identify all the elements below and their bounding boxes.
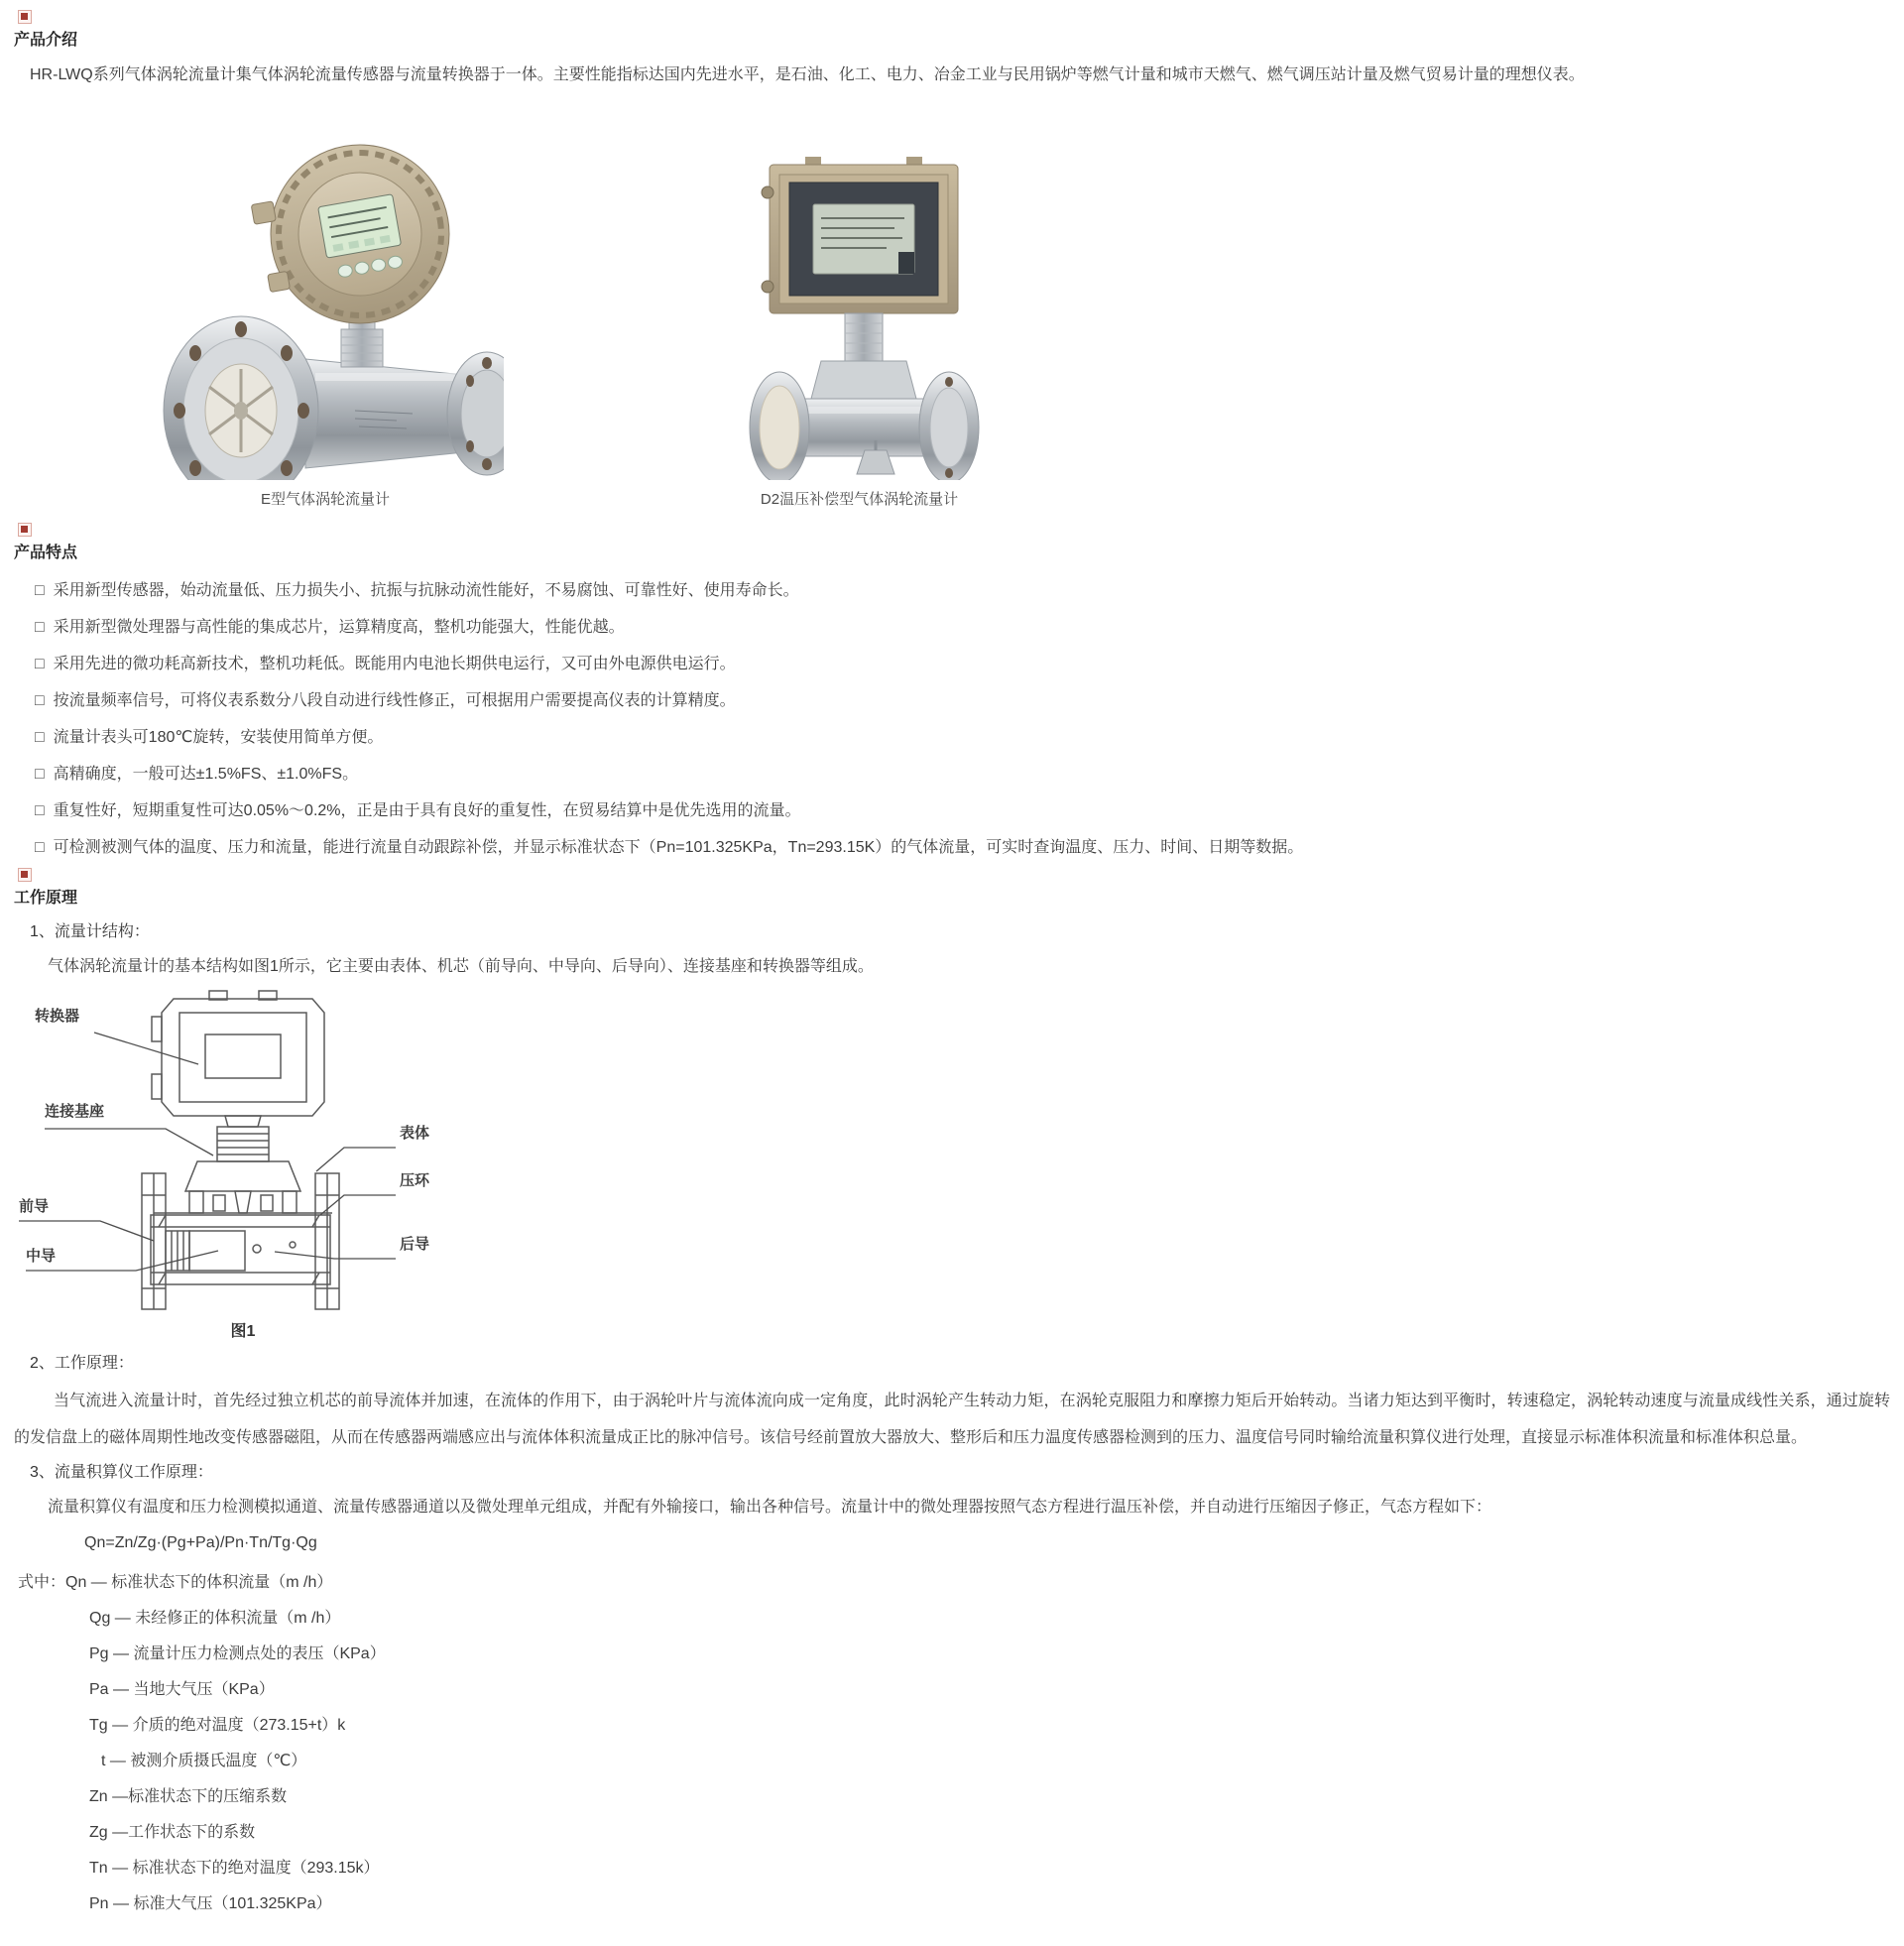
figure-label-converter: 转换器 <box>35 1008 80 1025</box>
square-bullet-icon: □ <box>35 839 45 856</box>
definition-line: Pa — 当地大气压（KPa） <box>89 1681 275 1698</box>
feature-item: □ 采用新型微处理器与高性能的集成芯片，运算精度高，整机功能强大，性能优越。 <box>35 619 625 636</box>
photo-caption: E型气体涡轮流量计 <box>260 491 390 508</box>
definition-line: Zg —工作状态下的系数 <box>89 1824 256 1841</box>
section-marker-icon <box>18 10 32 24</box>
intro-paragraph: HR-LWQ系列气体涡轮流量计集气体涡轮流量传感器与流量转换器于一体。主要性能指标达国内先进水平，是石油、化工、电力、冶金工业与民用锅炉等燃气计量和城市天燃气、燃气调压站计量及燃气贸易计量的理想仪表。 <box>30 66 1585 83</box>
section-marker-icon <box>18 523 32 537</box>
definition-line: Pg — 流量计压力检测点处的表压（KPa） <box>89 1645 386 1662</box>
e-type-flowmeter-image <box>147 113 504 480</box>
structure-body: 气体涡轮流量计的基本结构如图1所示，它主要由表体、机芯（前导向、中导向、后导向）、连接基座和转换器等组成。 <box>48 958 874 975</box>
figure-caption: 图1 <box>230 1323 256 1340</box>
gas-state-formula: Qn=Zn/Zg·(Pg+Pa)/Pn·Tn/Tg·Qg <box>84 1534 317 1551</box>
figure-label-base: 连接基座 <box>45 1103 105 1120</box>
square-bullet-icon: □ <box>35 802 45 819</box>
figure-label-front-guide: 前导 <box>19 1198 50 1215</box>
definition-line: Pn — 标准大气压（101.325KPa） <box>89 1895 332 1912</box>
square-bullet-icon: □ <box>35 619 45 636</box>
feature-list <box>0 572 1904 866</box>
section-title-principle: 工作原理 <box>14 890 78 907</box>
section-title-features: 产品特点 <box>14 545 78 561</box>
product-photos-row <box>0 113 1904 509</box>
definition-line: 式中：Qn — 标准状态下的体积流量（m /h） <box>18 1574 333 1591</box>
feature-item: □ 采用新型传感器，始动流量低、压力损失小、抗振与抗脉动流性能好，不易腐蚀、可靠性好、使用寿命长。 <box>35 582 799 599</box>
square-bullet-icon: □ <box>35 766 45 783</box>
working-body: 当气流进入流量计时，首先经过独立机芯的前导流体并加速，在流体的作用下，由于涡轮叶片与流体流向成一定角度，此时涡轮产生转动力矩，在涡轮克服阻力和摩擦力矩后开始转动。当诸力矩达到平衡时，转速稳定，涡轮转动速度与流量成线性关系，通过旋转的发信盘上的磁体周期性地改变传感器磁阻，从而在传感器两端感应出与流体体积流量成正比的脉冲信号。该信号经前置放大器放大、整形后和压力温度传感器检测到的压力、温度信号同时输给流量积算仪进行处理，直接显示标准体积流量和标准体积总量。 <box>14 1393 1890 1446</box>
square-bullet-icon: □ <box>35 692 45 709</box>
working-heading: 2、工作原理： <box>30 1355 134 1372</box>
flowmeter-structure-diagram <box>15 987 471 1314</box>
feature-item: □ 重复性好，短期重复性可达0.05%～0.2%，正是由于具有良好的重复性，在贸易结算中是优先选用的流量。 <box>35 802 801 819</box>
product-photo-e-type <box>147 113 504 509</box>
definition-line: Tg — 介质的绝对温度（273.15+t）k <box>89 1717 346 1734</box>
feature-item: □ 按流量频率信号，可将仪表系数分八段自动进行线性修正，可根据用户需要提高仪表的计算精度。 <box>35 692 736 709</box>
feature-item: □ 采用先进的微功耗高新技术，整机功耗低。既能用内电池长期供电运行，又可由外电源供电运行。 <box>35 656 736 672</box>
section-marker-icon <box>18 868 32 882</box>
square-bullet-icon: □ <box>35 582 45 599</box>
feature-item: □ 可检测被测气体的温度、压力和流量，能进行流量自动跟踪补偿，并显示标准状态下（Pn=101.325KPa，Tn=293.15K）的气体流量，可实时查询温度、压力、时间、日期等数据。 <box>35 839 1304 856</box>
photo-caption: D2温压补偿型气体涡轮流量计 <box>760 491 959 508</box>
section-title-intro: 产品介绍 <box>14 32 78 49</box>
definition-list <box>18 1565 1904 1922</box>
structure-heading: 1、流量计结构： <box>30 923 150 940</box>
where-prefix: 式中： <box>18 1574 66 1591</box>
square-bullet-icon: □ <box>35 656 45 672</box>
figure-label-press-ring: 压环 <box>400 1172 430 1189</box>
feature-item: □ 高精确度，一般可达±1.5%FS、±1.0%FS。 <box>35 766 359 783</box>
figure-label-meter-body: 表体 <box>400 1125 430 1142</box>
figure-label-rear-guide: 后导 <box>400 1236 430 1253</box>
definition-line: Tn — 标准状态下的绝对温度（293.15k） <box>89 1860 380 1877</box>
definition-line: t — 被测介质摄氏温度（℃） <box>101 1753 307 1769</box>
calculator-heading: 3、流量积算仪工作原理： <box>30 1464 213 1481</box>
calculator-body: 流量积算仪有温度和压力检测模拟通道、流量传感器通道以及微处理单元组成，并配有外输接口，输出各种信号。流量计中的微处理器按照气态方程进行温压补偿，并自动进行压缩因子修正，气态方程如下： <box>48 1499 1492 1516</box>
feature-item: □ 流量计表头可180℃旋转，安装使用简单方便。 <box>35 729 384 746</box>
figure-label-middle-guide: 中导 <box>26 1248 57 1265</box>
d2-type-flowmeter-image <box>718 153 1001 480</box>
structure-figure <box>15 987 471 1341</box>
square-bullet-icon: □ <box>35 729 45 746</box>
definition-line: Qg — 未经修正的体积流量（m /h） <box>89 1610 341 1627</box>
definition-line: Zn —标准状态下的压缩系数 <box>89 1788 288 1805</box>
product-photo-d2-type <box>718 153 1001 509</box>
